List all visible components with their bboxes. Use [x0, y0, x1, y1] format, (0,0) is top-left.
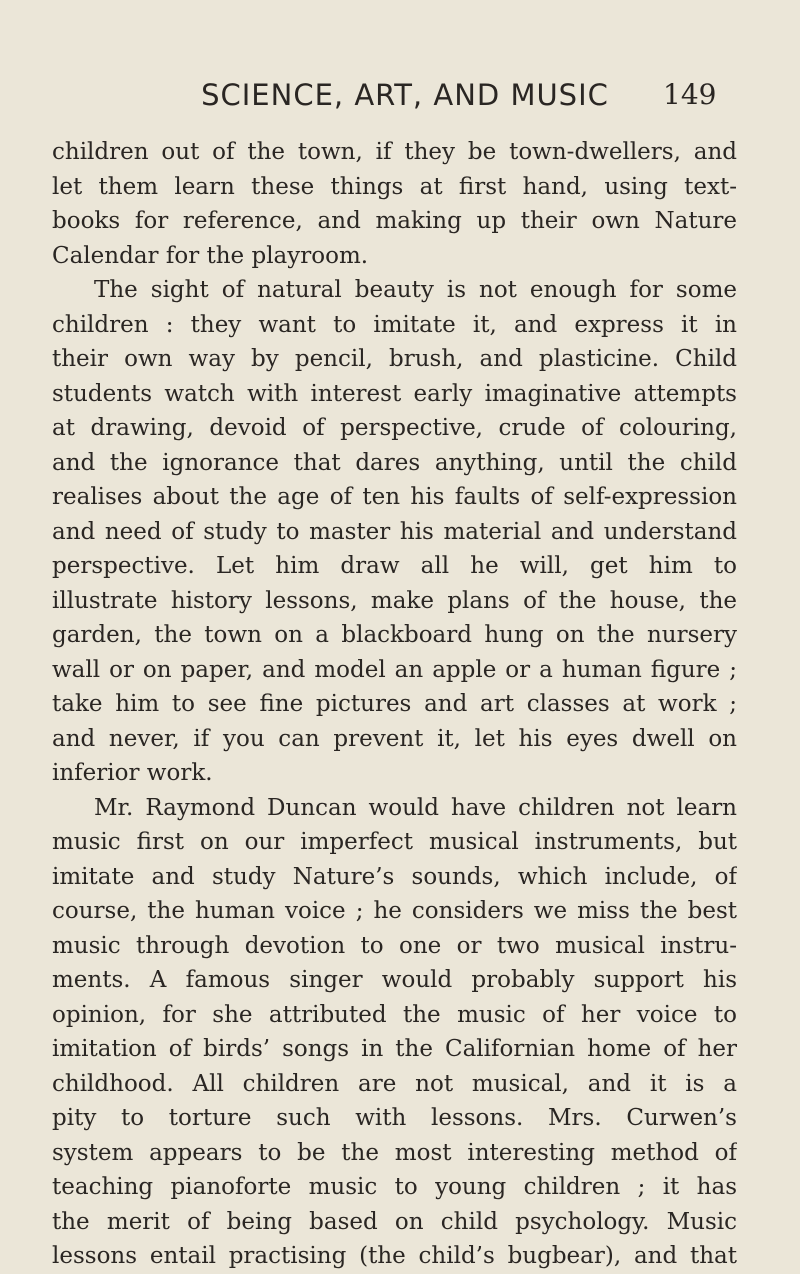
text-line: inferior work. — [52, 760, 213, 786]
text-line: imitation of birds’ songs in the Californian home of her — [52, 1036, 737, 1062]
text-line: system appears to be the most interesting method of — [52, 1139, 737, 1166]
text-line: books for reference, and making up their own Nature — [52, 208, 737, 234]
text-line: pity to torture such with lessons. Mrs. Curwen’s — [52, 1105, 737, 1131]
body-text — [52, 135, 737, 1274]
text-line: course, the human voice ; he considers we miss the best — [52, 898, 737, 924]
running-title: SCIENCE, ART, AND MUSIC — [201, 78, 609, 112]
text-line: illustrate history lessons, make plans of the house, the — [52, 587, 737, 614]
text-line: perspective. Let him draw all he will, get him to — [52, 553, 737, 579]
text-line: let them learn these things at first hand, using text- — [52, 173, 737, 200]
text-line: students watch with interest early imaginative attempts — [52, 380, 737, 407]
text-line: Mr. Raymond Duncan would have children not learn — [94, 794, 737, 821]
text-line: and never, if you can prevent it, let his eyes dwell on — [52, 725, 737, 752]
text-line: children out of the town, if they be town-dwellers, and — [52, 139, 737, 165]
text-line: opinion, for she attributed the music of her voice to — [52, 1001, 737, 1028]
text-line: teaching pianoforte music to young children ; it has — [52, 1174, 737, 1200]
text-line: their own way by pencil, brush, and plasticine. Child — [52, 346, 737, 372]
page-number: 149 — [663, 78, 717, 111]
text-line: and the ignorance that dares anything, until the child — [52, 449, 737, 476]
text-line: ments. A famous singer would probably support his — [52, 967, 737, 993]
text-line: take him to see fine pictures and art classes at work ; — [52, 691, 737, 717]
text-line: imitate and study Nature’s sounds, which include, of — [52, 863, 737, 890]
text-line: children : they want to imitate it, and express it in — [52, 311, 737, 338]
text-line: wall or on paper, and model an apple or a human figure ; — [52, 656, 737, 683]
running-head — [0, 78, 800, 118]
text-line: childhood. All children are not musical, and it is a — [52, 1070, 737, 1097]
text-line: at drawing, devoid of perspective, crude of colouring, — [52, 415, 737, 441]
text-line: Calendar for the playroom. — [52, 242, 369, 269]
text-line: realises about the age of ten his faults of self-expression — [52, 484, 737, 510]
text-line: lessons entail practising (the child’s bugbear), and that — [52, 1243, 737, 1269]
text-line: The sight of natural beauty is not enough for some — [94, 277, 737, 303]
text-line: the merit of being based on child psychology. Music — [52, 1208, 737, 1235]
text-line: and need of study to master his material and understand — [52, 518, 737, 545]
text-line: garden, the town on a blackboard hung on the nursery — [52, 622, 737, 648]
text-line: music through devotion to one or two musical instru- — [52, 932, 737, 959]
text-line: music first on our imperfect musical instruments, but — [52, 829, 737, 855]
